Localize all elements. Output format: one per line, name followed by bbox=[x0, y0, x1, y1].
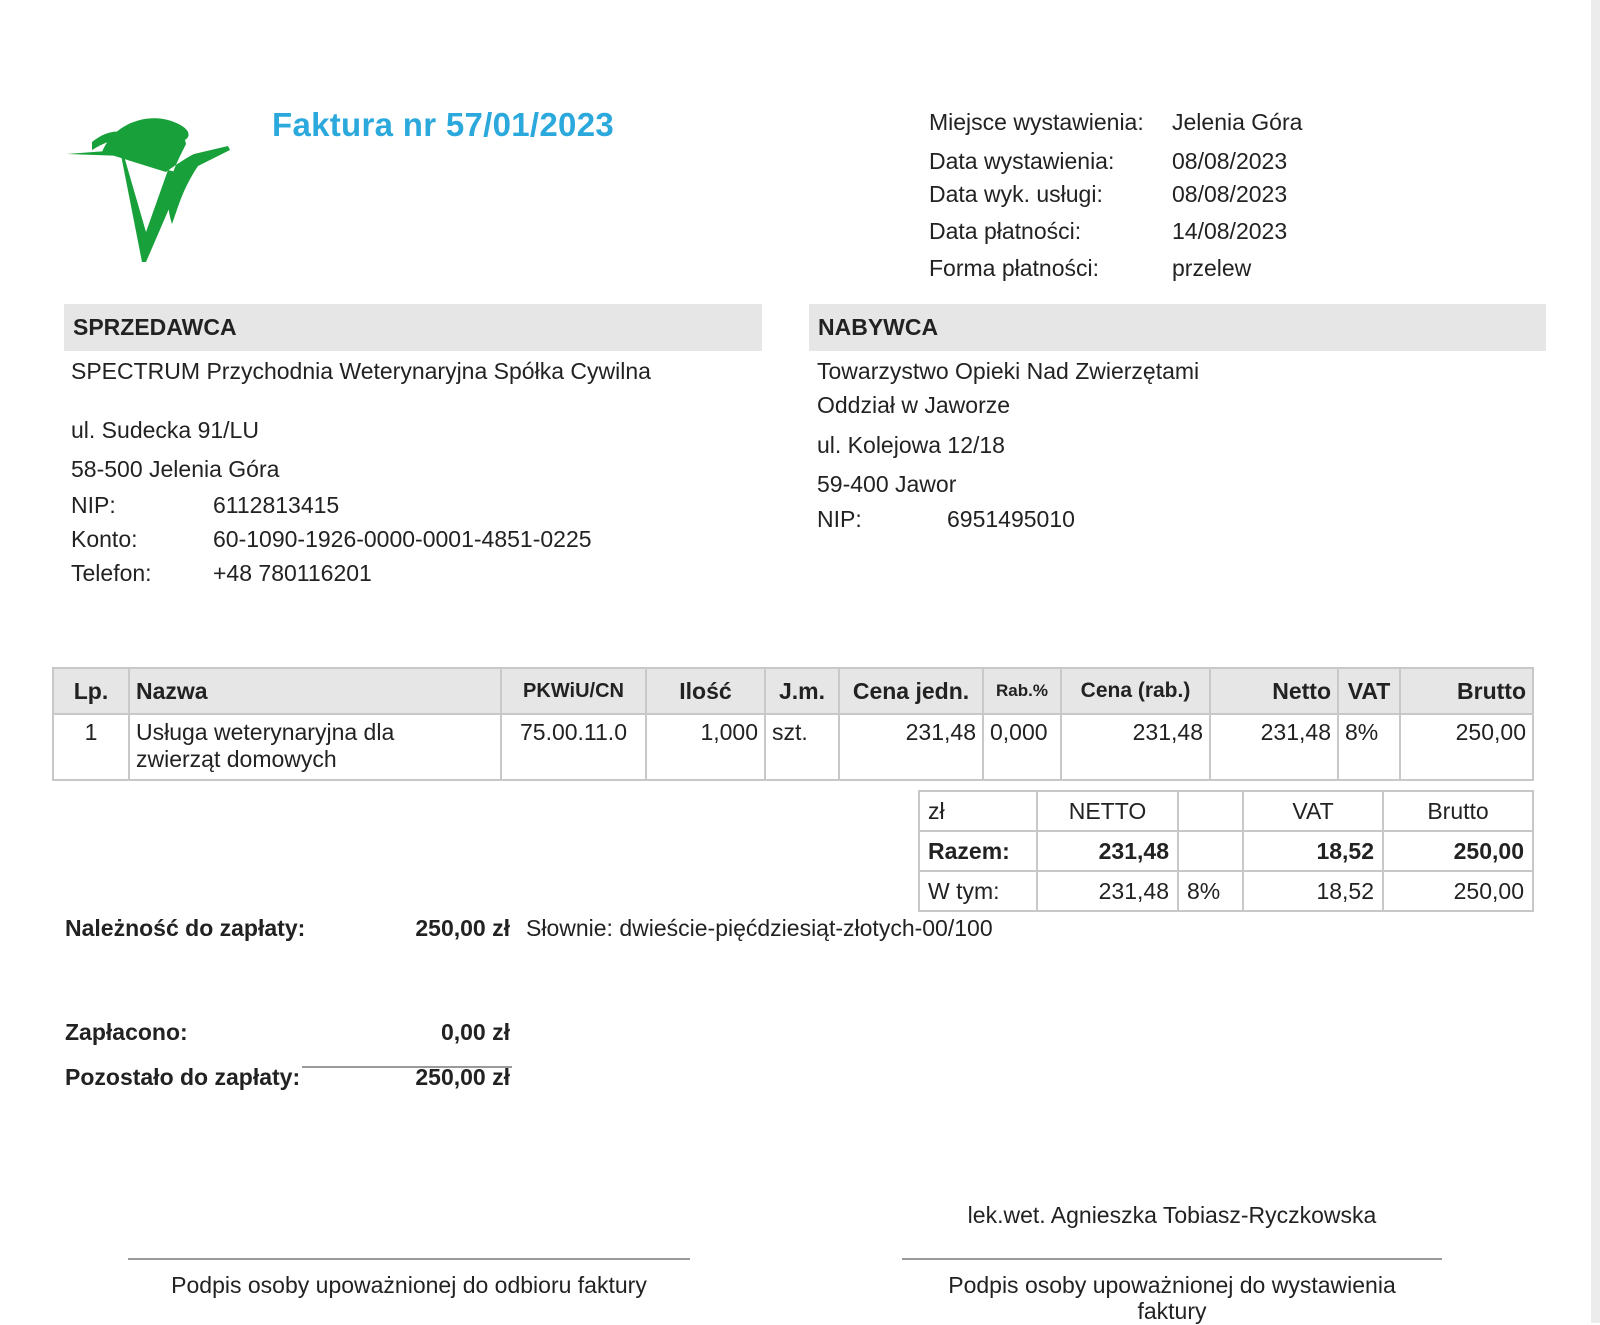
service-date-value: 08/08/2023 bbox=[1172, 181, 1288, 207]
page-edge bbox=[1591, 0, 1600, 1323]
seller-nip-label: NIP: bbox=[71, 492, 116, 518]
summary-incl-label: W tym: bbox=[919, 871, 1037, 911]
issuer-name: lek.wet. Agnieszka Tobiasz-Ryczkowska bbox=[967, 1202, 1377, 1228]
col-name: Nazwa bbox=[129, 668, 501, 714]
payment-date-value: 14/08/2023 bbox=[1172, 218, 1288, 244]
row-qty: 1,000 bbox=[646, 714, 765, 780]
amount-in-words: Słownie: dwieście-pięćdziesiąt-złotych-00/100 bbox=[526, 915, 993, 941]
receiver-signature-line bbox=[128, 1258, 690, 1260]
payment-date-label: Data płatności: bbox=[929, 218, 1082, 244]
buyer-name-line2: Oddział w Jaworze bbox=[817, 392, 1011, 418]
seller-phone-label: Telefon: bbox=[71, 560, 152, 586]
seller-nip: 6112813415 bbox=[213, 492, 340, 518]
items-table bbox=[52, 667, 1534, 781]
summary-incl-vat: 18,52 bbox=[1243, 871, 1383, 911]
row-name-line1: Usługa weterynaryjna dla bbox=[136, 719, 395, 745]
buyer-nip: 6951495010 bbox=[947, 506, 1075, 532]
amount-due-label: Należność do zapłaty: bbox=[65, 915, 306, 941]
buyer-city: 59-400 Jawor bbox=[817, 471, 957, 497]
col-lp: Lp. bbox=[53, 668, 129, 714]
buyer-street: ul. Kolejowa 12/18 bbox=[817, 432, 1005, 458]
row-code: 75.00.11.0 bbox=[501, 714, 646, 780]
seller-name: SPECTRUM Przychodnia Weterynaryjna Spółka Cywilna bbox=[71, 358, 651, 384]
row-price-discounted: 231,48 bbox=[1061, 714, 1210, 780]
table-row bbox=[53, 714, 1533, 780]
row-net: 231,48 bbox=[1210, 714, 1338, 780]
payment-method-label: Forma płatności: bbox=[929, 255, 1100, 281]
amount-due-value: 250,00 zł bbox=[415, 915, 510, 941]
col-gross: Brutto bbox=[1400, 668, 1533, 714]
col-price: Cena jedn. bbox=[839, 668, 983, 714]
issuer-signature-caption-line2: faktury bbox=[1137, 1298, 1207, 1324]
row-vat: 8% bbox=[1338, 714, 1400, 780]
col-unit: J.m. bbox=[765, 668, 839, 714]
summary-total-net: 231,48 bbox=[1037, 831, 1178, 871]
issue-date-value: 08/08/2023 bbox=[1172, 148, 1288, 174]
summary-incl-gross: 250,00 bbox=[1383, 871, 1533, 911]
payment-method-value: przelew bbox=[1172, 255, 1252, 281]
summary-brutto-header: Brutto bbox=[1383, 791, 1533, 831]
issue-place-label: Miejsce wystawienia: bbox=[929, 109, 1144, 135]
summary-total-rate bbox=[1178, 831, 1243, 871]
remaining-value: 250,00 zł bbox=[415, 1064, 510, 1090]
summary-total-vat: 18,52 bbox=[1243, 831, 1383, 871]
col-net: Netto bbox=[1210, 668, 1338, 714]
seller-phone: +48 780116201 bbox=[213, 560, 372, 586]
issuer-signature-line bbox=[902, 1258, 1442, 1260]
row-discount: 0,000 bbox=[983, 714, 1061, 780]
row-name-line2: zwierząt domowych bbox=[136, 746, 337, 772]
col-vat: VAT bbox=[1338, 668, 1400, 714]
seller-heading: SPRZEDAWCA bbox=[64, 304, 762, 351]
row-unit: szt. bbox=[765, 714, 839, 780]
seller-account-label: Konto: bbox=[71, 526, 138, 552]
row-lp: 1 bbox=[53, 714, 129, 780]
buyer-heading: NABYWCA bbox=[809, 304, 1546, 351]
summary-total-row bbox=[919, 831, 1533, 871]
service-date-label: Data wyk. usługi: bbox=[929, 181, 1103, 207]
issue-date-label: Data wystawienia: bbox=[929, 148, 1115, 174]
summary-vat-header: VAT bbox=[1243, 791, 1383, 831]
items-header-row bbox=[53, 668, 1533, 714]
row-gross: 250,00 bbox=[1400, 714, 1533, 780]
issuer-signature-caption-line1: Podpis osoby upoważnionej do wystawienia bbox=[948, 1272, 1396, 1298]
seller-street: ul. Sudecka 91/LU bbox=[71, 417, 259, 443]
summary-netto-header: NETTO bbox=[1037, 791, 1178, 831]
summary-incl-rate: 8% bbox=[1178, 871, 1243, 911]
summary-currency: zł bbox=[919, 791, 1037, 831]
seller-account: 60-1090-1926-0000-0001-4851-0225 bbox=[213, 526, 592, 552]
summary-total-label: Razem: bbox=[919, 831, 1037, 871]
col-price-discounted: Cena (rab.) bbox=[1061, 668, 1210, 714]
paid-label: Zapłacono: bbox=[65, 1019, 188, 1045]
vat-summary-table bbox=[918, 790, 1534, 912]
remaining-label: Pozostało do zapłaty: bbox=[65, 1064, 301, 1090]
veterinary-logo-icon bbox=[62, 112, 240, 272]
summary-total-gross: 250,00 bbox=[1383, 831, 1533, 871]
issue-place-value: Jelenia Góra bbox=[1172, 109, 1303, 135]
col-discount: Rab.% bbox=[983, 668, 1061, 714]
summary-header-row bbox=[919, 791, 1533, 831]
row-price: 231,48 bbox=[839, 714, 983, 780]
paid-value: 0,00 zł bbox=[440, 1019, 510, 1045]
row-name bbox=[129, 714, 501, 780]
seller-city: 58-500 Jelenia Góra bbox=[71, 456, 280, 482]
receiver-signature-caption: Podpis osoby upoważnionej do odbioru faktury bbox=[171, 1272, 647, 1298]
col-code: PKWiU/CN bbox=[501, 668, 646, 714]
summary-rate-header bbox=[1178, 791, 1243, 831]
invoice-title: Faktura nr 57/01/2023 bbox=[272, 106, 615, 143]
buyer-nip-label: NIP: bbox=[817, 506, 862, 532]
buyer-name-line1: Towarzystwo Opieki Nad Zwierzętami bbox=[817, 358, 1200, 384]
summary-incl-row bbox=[919, 871, 1533, 911]
summary-incl-net: 231,48 bbox=[1037, 871, 1178, 911]
col-qty: Ilość bbox=[646, 668, 765, 714]
